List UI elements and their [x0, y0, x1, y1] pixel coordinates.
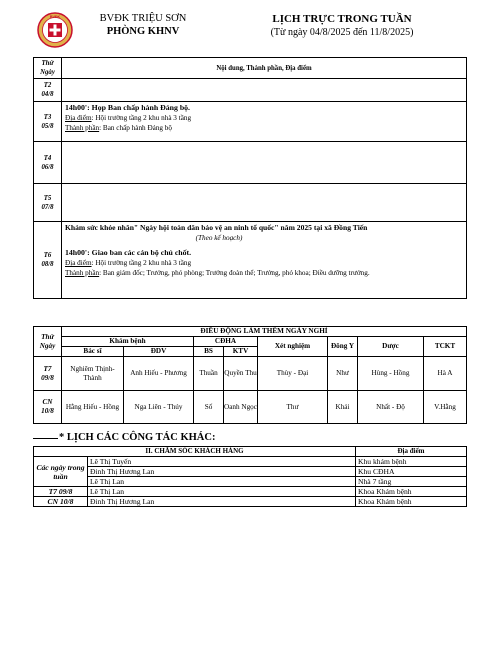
content-cell [62, 184, 467, 222]
ktv-cell: Quyền Thu [224, 357, 258, 391]
col-location-header: Địa điểm [356, 447, 467, 457]
day-date: 09/8 [41, 373, 54, 382]
staff-location: Khu khám bệnh [356, 457, 467, 467]
duoc-cell: Nhất - Độ [358, 391, 424, 424]
ddv-cell: Nga Liên - Thúy [124, 391, 194, 424]
day-label: T3 [43, 113, 52, 121]
staff-location: Khoa Khám bệnh [356, 487, 467, 497]
content-cell [62, 142, 467, 184]
table-row [34, 222, 467, 299]
col-day-header: Thứ Ngày [34, 58, 62, 79]
staff-location: Nhà 7 tầng [356, 477, 467, 487]
tckt-cell: V.Hằng [424, 391, 467, 424]
weekly-schedule-table [33, 57, 467, 299]
table-row [34, 357, 467, 391]
tckt-cell: Hà A [424, 357, 467, 391]
day-cell [34, 142, 62, 184]
bs-cell: Thuần [194, 357, 224, 391]
col-ddv-header: ĐDV [124, 347, 194, 357]
day-date: 08/8 [41, 261, 54, 268]
content-cell [62, 222, 467, 299]
day-cell [34, 184, 62, 222]
col-bac-si-header: Bác sĩ [62, 347, 124, 357]
day-label: T5 [43, 194, 52, 202]
day-cell [34, 102, 62, 142]
ddv-cell: Anh Hiếu - Phương [124, 357, 194, 391]
table-row [34, 391, 467, 424]
event-note: (Theo kế hoạch) [195, 234, 243, 242]
date-range: (Từ ngày 04/8/2025 đến 11/8/2025) [270, 27, 414, 38]
col-bs-header: BS [194, 347, 224, 357]
organization-block [78, 12, 208, 38]
event-members: Thành phần: Ban giám đốc; Trưởng, phó phòng; Trưởng đoàn thể; Trưởng, phó khoa; Điều dưỡng trưởng. [65, 269, 370, 277]
bs-cell: Số [194, 391, 224, 424]
event-headline: 14h00': Giao ban các cán bộ chủ chốt. [65, 248, 192, 257]
day-date: 05/8 [41, 122, 54, 130]
content-cell [62, 102, 467, 142]
day-cell [34, 357, 62, 391]
bac-si-cell: Nghiêm Thịnh- Thành [62, 357, 124, 391]
org-name: BVĐK TRIỆU SƠN [99, 13, 187, 24]
col-ktv-header: KTV [224, 347, 258, 357]
day-label: T7 [43, 364, 52, 373]
table-header-row [34, 447, 467, 457]
day-date: 07/8 [41, 203, 54, 211]
table-row [34, 79, 467, 102]
table-row [34, 184, 467, 222]
event-headline: 14h00': Họp Ban chấp hành Đảng bộ. [65, 103, 191, 112]
staff-location: Khoa Khám bệnh [356, 497, 467, 507]
day-label: T4 [43, 154, 52, 162]
event-location: Địa điểm: Hội trường tầng 2 khu nhà 3 tầng [65, 259, 192, 267]
table-row [34, 142, 467, 184]
day-date: 04/8 [41, 91, 54, 98]
table-header-row [34, 58, 467, 79]
hospital-logo [37, 12, 73, 48]
overtime-table [33, 326, 467, 424]
weekend-label: T7 09/8 [34, 487, 88, 497]
customer-care-table [33, 446, 467, 507]
day-label: T2 [43, 82, 52, 89]
content-cell [62, 79, 467, 102]
group-header-kham-benh: Khám bệnh [62, 337, 194, 347]
table-row [34, 457, 467, 467]
xet-nghiem-cell: Thư [258, 391, 328, 424]
col-dong-y-header: Đông Y [328, 337, 358, 357]
dong-y-cell: Khải [328, 391, 358, 424]
event-members: Thành phần: Ban chấp hành Đảng bộ [65, 124, 172, 132]
group-header-cdha: CĐHA [194, 337, 258, 347]
other-schedule-heading [33, 431, 467, 444]
staff-location: Khu CĐHA [356, 467, 467, 477]
staff-name: Đinh Thị Hương Lan [88, 467, 356, 477]
document-title-block [222, 12, 462, 39]
weekend-label: CN 10/8 [34, 497, 88, 507]
col-day-header: Thứ Ngày [34, 327, 62, 357]
document-title: LỊCH TRỰC TRONG TUẦN [272, 13, 412, 25]
table-row [34, 102, 467, 142]
table-row [34, 487, 467, 497]
staff-name: Đinh Thị Hương Lan [88, 497, 356, 507]
staff-name: Lê Thị Lan [88, 477, 356, 487]
bac-si-cell: Hằng Hiếu - Hồng [62, 391, 124, 424]
col-xet-nghiem-header: Xét nghiệm [258, 337, 328, 357]
day-label: CN [42, 398, 53, 406]
weekday-label: Các ngày trong tuần [34, 457, 88, 487]
event-headline: Khám sức khỏe nhân" Ngày hội toàn dân bảo vệ an ninh tổ quốc" năm 2025 tại xã Đồng Tiến [65, 223, 368, 232]
ktv-cell: Oanh Ngọc [224, 391, 258, 424]
day-cell [34, 79, 62, 102]
heading-rule [33, 438, 58, 439]
other-section-title: * LỊCH CÁC CÔNG TÁC KHÁC: [59, 432, 216, 443]
overtime-title: ĐIỀU ĐỘNG LÀM THÊM NGÀY NGHỈ [62, 327, 467, 337]
col-content-header: Nội dung, Thành phần, Địa điểm [62, 58, 467, 79]
dong-y-cell: Như [328, 357, 358, 391]
staff-name: Lê Thị Lan [88, 487, 356, 497]
xet-nghiem-cell: Thùy - Đại [258, 357, 328, 391]
table-row [34, 477, 467, 487]
customer-care-title: II. CHĂM SÓC KHÁCH HÀNG [34, 447, 356, 457]
department-name: PHÒNG KHNV [106, 26, 180, 37]
staff-name: Lê Thị Tuyến [88, 457, 356, 467]
col-tckt-header: TCKT [424, 337, 467, 357]
day-date: 06/8 [41, 163, 54, 171]
day-date: 10/8 [41, 407, 54, 415]
col-duoc-header: Dược [358, 337, 424, 357]
day-label: T6 [43, 252, 52, 259]
table-row [34, 467, 467, 477]
day-cell [34, 391, 62, 424]
event-location: Địa điểm: Hội trường tầng 2 khu nhà 3 tầng [65, 114, 192, 122]
table-row [34, 497, 467, 507]
duoc-cell: Hùng - Hồng [358, 357, 424, 391]
logo-text: BVĐK [49, 15, 61, 20]
